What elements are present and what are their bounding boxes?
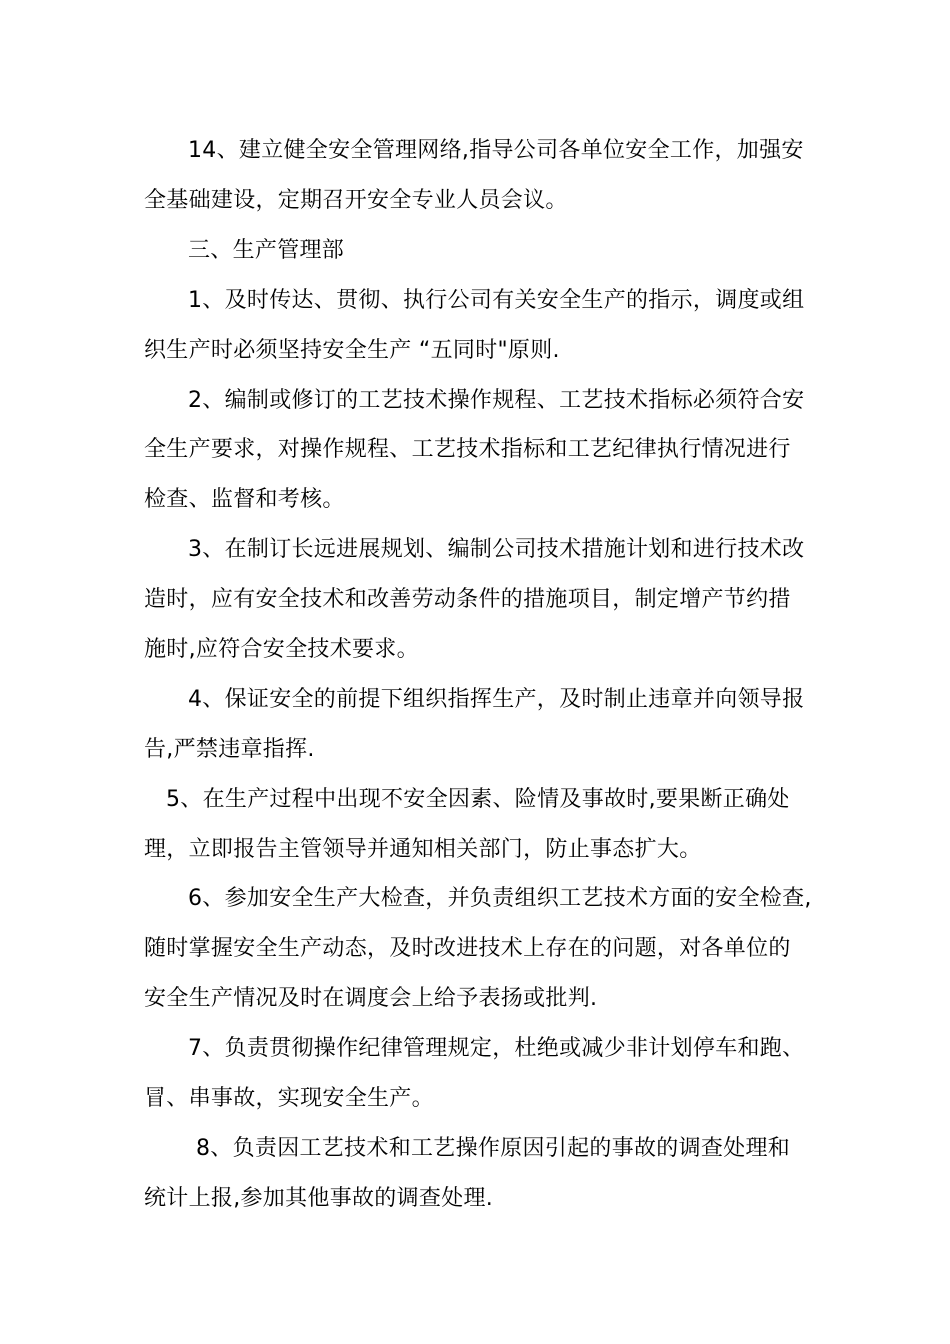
text-line: 1、及时传达、贯彻、执行公司有关安全生产的指示，调度或组 [188, 288, 805, 313]
text-line: 安全生产情况及时在调度会上给予表扬或批判. [144, 986, 598, 1011]
text-line: 14、建立健全安全管理网络,指导公司各单位安全工作，加强安 [188, 138, 804, 163]
text-line: 施时,应符合安全技术要求。 [144, 637, 419, 662]
text-line: 全生产要求，对操作规程、工艺技术指标和工艺纪律执行情况进行 [144, 437, 791, 462]
text-line: 理，立即报告主管领导并通知相关部门，防止事态扩大。 [144, 837, 702, 862]
text-line: 全基础建设，定期召开安全专业人员会议。 [144, 188, 568, 213]
text-line: 4、保证安全的前提下组织指挥生产，及时制止违章并向领导报 [188, 687, 805, 712]
text-line: 告,严禁违章指挥. [144, 737, 315, 762]
text-line: 冒、串事故，实现安全生产。 [144, 1086, 434, 1111]
section-heading: 三、生产管理部 [188, 238, 345, 263]
text-line: 检查、监督和考核。 [144, 487, 345, 512]
text-line: 3、在制订长远进展规划、编制公司技术措施计划和进行技术改 [188, 537, 805, 562]
text-line: 随时掌握安全生产动态，及时改进技术上存在的问题，对各单位的 [144, 936, 791, 961]
text-line: 5、在生产过程中出现不安全因素、险情及事故时,要果断正确处 [166, 787, 790, 812]
text-line: 织生产时必须坚持安全生产 “五同时"原则. [144, 338, 560, 363]
text-line: 2、编制或修订的工艺技术操作规程、工艺技术指标必须符合安 [188, 388, 805, 413]
text-line: 7、负责贯彻操作纪律管理规定，杜绝或减少非计划停车和跑、 [188, 1036, 805, 1061]
text-line: 统计上报,参加其他事故的调查处理. [144, 1186, 494, 1211]
text-line: 造时，应有安全技术和改善劳动条件的措施项目，制定增产节约措 [144, 587, 791, 612]
text-line: 6、参加安全生产大检查，并负责组织工艺技术方面的安全检查, [188, 886, 812, 911]
text-line: 8、负责因工艺技术和工艺操作原因引起的事故的调查处理和 [196, 1136, 791, 1161]
